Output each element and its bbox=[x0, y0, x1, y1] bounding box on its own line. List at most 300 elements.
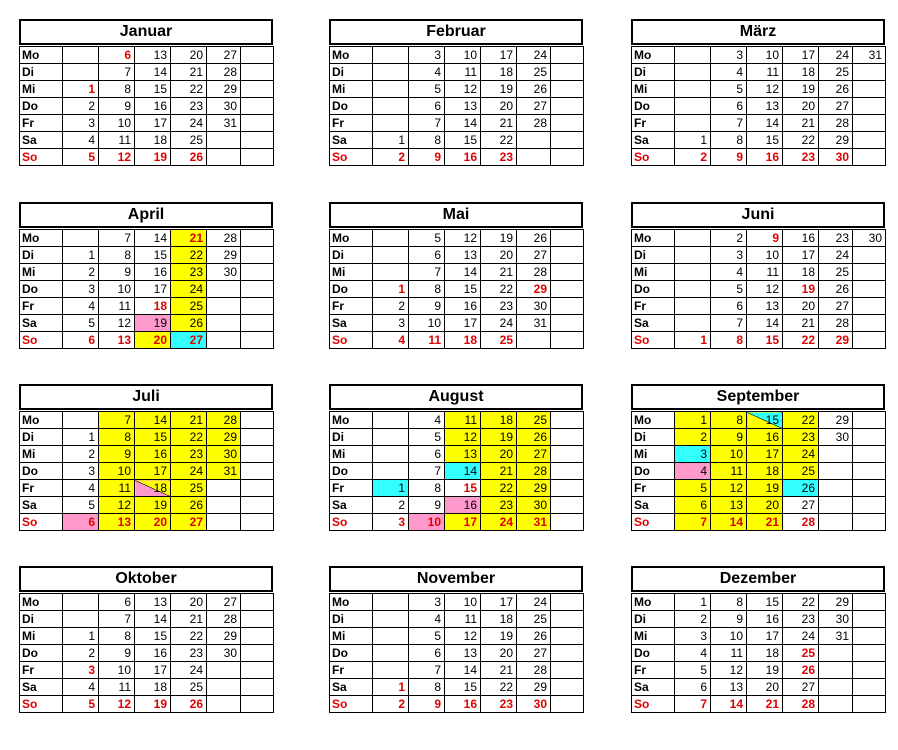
day-cell: 8 bbox=[409, 132, 445, 149]
day-cell bbox=[853, 315, 886, 332]
day-cell: 18 bbox=[481, 412, 517, 429]
day-cell bbox=[241, 247, 274, 264]
day-cell: 9 bbox=[99, 446, 135, 463]
week-row bbox=[632, 264, 886, 281]
day-cell: 5 bbox=[63, 149, 99, 166]
day-cell: 19 bbox=[135, 315, 171, 332]
day-cell: 11 bbox=[445, 64, 481, 81]
month-grid bbox=[329, 411, 584, 531]
day-cell: 21 bbox=[783, 315, 819, 332]
weekday-label: Sa bbox=[632, 497, 675, 514]
day-cell: 24 bbox=[481, 514, 517, 531]
day-cell: 16 bbox=[445, 497, 481, 514]
day-cell bbox=[517, 149, 551, 166]
day-cell: 28 bbox=[517, 463, 551, 480]
week-row bbox=[330, 679, 584, 696]
day-cell: 5 bbox=[711, 81, 747, 98]
day-cell bbox=[853, 497, 886, 514]
weekday-label: Mi bbox=[330, 81, 373, 98]
day-cell: 24 bbox=[783, 446, 819, 463]
day-cell: 12 bbox=[747, 281, 783, 298]
week-row bbox=[632, 497, 886, 514]
weekday-label: Di bbox=[20, 429, 63, 446]
day-cell: 8 bbox=[409, 679, 445, 696]
day-cell: 20 bbox=[783, 98, 819, 115]
weekday-label: Do bbox=[330, 463, 373, 480]
weekday-label: Sa bbox=[20, 315, 63, 332]
week-row bbox=[632, 645, 886, 662]
weekday-label: Do bbox=[20, 281, 63, 298]
month-title: März bbox=[631, 19, 885, 45]
day-cell: 26 bbox=[171, 696, 207, 713]
week-row bbox=[20, 264, 274, 281]
day-cell: 28 bbox=[207, 412, 241, 429]
day-cell: 15 bbox=[135, 247, 171, 264]
day-cell: 22 bbox=[171, 247, 207, 264]
week-row bbox=[330, 98, 584, 115]
weekday-label: Mo bbox=[330, 47, 373, 64]
day-cell: 29 bbox=[819, 594, 853, 611]
day-cell: 24 bbox=[481, 315, 517, 332]
day-cell bbox=[63, 64, 99, 81]
day-cell bbox=[373, 115, 409, 132]
weekday-label: So bbox=[20, 332, 63, 349]
day-cell bbox=[819, 696, 853, 713]
week-row bbox=[632, 230, 886, 247]
day-cell: 29 bbox=[819, 132, 853, 149]
day-cell: 1 bbox=[373, 480, 409, 497]
day-cell bbox=[551, 98, 584, 115]
month-title: Juli bbox=[19, 384, 273, 410]
week-row bbox=[632, 480, 886, 497]
day-cell: 26 bbox=[517, 628, 551, 645]
day-cell: 26 bbox=[171, 149, 207, 166]
day-cell: 28 bbox=[207, 64, 241, 81]
weekday-label: So bbox=[330, 514, 373, 531]
day-cell: 16 bbox=[135, 645, 171, 662]
day-cell: 13 bbox=[99, 514, 135, 531]
day-cell bbox=[63, 594, 99, 611]
week-row bbox=[20, 662, 274, 679]
weekday-label: Mi bbox=[20, 81, 63, 98]
day-cell: 9 bbox=[409, 149, 445, 166]
day-cell: 6 bbox=[409, 645, 445, 662]
day-cell: 31 bbox=[819, 628, 853, 645]
day-cell: 16 bbox=[135, 264, 171, 281]
day-cell: 31 bbox=[517, 315, 551, 332]
day-cell: 30 bbox=[819, 611, 853, 628]
day-cell: 31 bbox=[207, 463, 241, 480]
day-cell bbox=[819, 679, 853, 696]
day-cell: 1 bbox=[675, 132, 711, 149]
day-cell: 15 bbox=[747, 594, 783, 611]
month-grid bbox=[329, 46, 584, 166]
weekday-label: Do bbox=[20, 463, 63, 480]
day-cell: 24 bbox=[171, 115, 207, 132]
day-cell bbox=[373, 64, 409, 81]
week-row bbox=[330, 480, 584, 497]
day-cell: 7 bbox=[99, 611, 135, 628]
week-row bbox=[20, 332, 274, 349]
day-cell: 13 bbox=[445, 446, 481, 463]
month-title: Juni bbox=[631, 202, 885, 228]
day-cell bbox=[63, 230, 99, 247]
day-cell bbox=[551, 446, 584, 463]
day-cell: 15 bbox=[747, 332, 783, 349]
day-cell bbox=[551, 81, 584, 98]
day-cell: 27 bbox=[783, 497, 819, 514]
day-cell: 20 bbox=[481, 247, 517, 264]
week-row bbox=[632, 298, 886, 315]
weekday-label: Di bbox=[20, 611, 63, 628]
day-cell bbox=[241, 132, 274, 149]
day-cell: 23 bbox=[783, 149, 819, 166]
day-cell: 30 bbox=[819, 429, 853, 446]
day-cell: 12 bbox=[99, 696, 135, 713]
week-row bbox=[20, 429, 274, 446]
day-cell bbox=[551, 332, 584, 349]
day-cell: 1 bbox=[675, 594, 711, 611]
weekday-label: Sa bbox=[330, 497, 373, 514]
day-cell bbox=[241, 315, 274, 332]
week-row bbox=[632, 679, 886, 696]
day-cell: 7 bbox=[99, 412, 135, 429]
weekday-label: Mi bbox=[632, 628, 675, 645]
day-cell: 1 bbox=[63, 247, 99, 264]
weekday-label: Fr bbox=[632, 115, 675, 132]
day-cell: 6 bbox=[409, 98, 445, 115]
weekday-label: Sa bbox=[632, 132, 675, 149]
day-cell: 5 bbox=[711, 281, 747, 298]
day-cell: 10 bbox=[747, 247, 783, 264]
month-title: Mai bbox=[329, 202, 583, 228]
weekday-label: Di bbox=[330, 64, 373, 81]
day-cell: 3 bbox=[373, 514, 409, 531]
week-row bbox=[632, 115, 886, 132]
day-cell: 27 bbox=[207, 594, 241, 611]
weekday-label: Mi bbox=[20, 628, 63, 645]
day-cell: 21 bbox=[481, 264, 517, 281]
day-cell bbox=[551, 149, 584, 166]
day-cell: 4 bbox=[63, 132, 99, 149]
weekday-label: Di bbox=[20, 64, 63, 81]
day-cell bbox=[373, 98, 409, 115]
week-row bbox=[20, 412, 274, 429]
day-cell: 29 bbox=[207, 628, 241, 645]
day-cell: 27 bbox=[819, 98, 853, 115]
day-cell: 8 bbox=[711, 594, 747, 611]
day-cell: 10 bbox=[99, 281, 135, 298]
day-cell bbox=[551, 594, 584, 611]
day-cell: 13 bbox=[747, 298, 783, 315]
day-cell: 2 bbox=[63, 645, 99, 662]
day-cell bbox=[853, 332, 886, 349]
day-cell: 27 bbox=[171, 332, 207, 349]
day-cell bbox=[675, 81, 711, 98]
day-cell: 3 bbox=[675, 628, 711, 645]
day-cell: 1 bbox=[373, 679, 409, 696]
day-cell: 25 bbox=[171, 132, 207, 149]
day-cell bbox=[551, 463, 584, 480]
day-cell bbox=[819, 497, 853, 514]
weekday-label: Sa bbox=[20, 497, 63, 514]
day-cell: 12 bbox=[99, 497, 135, 514]
day-cell: 14 bbox=[747, 115, 783, 132]
day-cell: 16 bbox=[747, 149, 783, 166]
weekday-label: Sa bbox=[632, 679, 675, 696]
day-cell: 18 bbox=[135, 679, 171, 696]
day-cell: 13 bbox=[445, 247, 481, 264]
weekday-label: Fr bbox=[20, 480, 63, 497]
month-juli bbox=[19, 384, 273, 531]
day-cell: 13 bbox=[445, 645, 481, 662]
day-cell: 23 bbox=[481, 149, 517, 166]
weekday-label: Di bbox=[632, 64, 675, 81]
day-cell bbox=[373, 264, 409, 281]
day-cell: 24 bbox=[819, 47, 853, 64]
day-cell: 24 bbox=[819, 247, 853, 264]
weekday-label: Sa bbox=[632, 315, 675, 332]
day-cell bbox=[819, 514, 853, 531]
day-cell bbox=[241, 81, 274, 98]
weekday-label: Sa bbox=[330, 315, 373, 332]
day-cell: 12 bbox=[711, 662, 747, 679]
day-cell: 4 bbox=[409, 611, 445, 628]
day-cell bbox=[241, 645, 274, 662]
month-grid bbox=[19, 46, 274, 166]
day-cell: 21 bbox=[481, 463, 517, 480]
weekday-label: Do bbox=[330, 645, 373, 662]
week-row bbox=[330, 47, 584, 64]
weekday-label: Mi bbox=[20, 264, 63, 281]
day-cell: 18 bbox=[135, 132, 171, 149]
day-cell: 26 bbox=[517, 81, 551, 98]
day-cell: 2 bbox=[711, 230, 747, 247]
day-cell: 10 bbox=[99, 662, 135, 679]
weekday-label: Do bbox=[632, 463, 675, 480]
weekday-label: Mi bbox=[330, 264, 373, 281]
month-januar bbox=[19, 19, 273, 166]
day-cell: 19 bbox=[481, 628, 517, 645]
week-row bbox=[20, 628, 274, 645]
weekday-label: Fr bbox=[632, 298, 675, 315]
day-cell bbox=[207, 298, 241, 315]
day-cell bbox=[207, 315, 241, 332]
day-cell: 24 bbox=[517, 594, 551, 611]
day-cell: 2 bbox=[373, 497, 409, 514]
day-cell: 30 bbox=[207, 645, 241, 662]
day-cell: 18 bbox=[783, 64, 819, 81]
weekday-label: Mo bbox=[330, 594, 373, 611]
day-cell bbox=[241, 696, 274, 713]
day-cell: 7 bbox=[409, 264, 445, 281]
day-cell: 17 bbox=[783, 247, 819, 264]
day-cell: 18 bbox=[747, 463, 783, 480]
day-cell: 21 bbox=[171, 64, 207, 81]
day-cell: 19 bbox=[135, 696, 171, 713]
week-row bbox=[330, 412, 584, 429]
day-cell: 10 bbox=[711, 628, 747, 645]
day-cell: 14 bbox=[135, 230, 171, 247]
day-cell: 2 bbox=[675, 611, 711, 628]
day-cell: 31 bbox=[517, 514, 551, 531]
day-cell bbox=[551, 412, 584, 429]
day-cell: 25 bbox=[171, 480, 207, 497]
weekday-label: Mi bbox=[632, 264, 675, 281]
day-cell: 27 bbox=[783, 679, 819, 696]
day-cell: 25 bbox=[517, 611, 551, 628]
month-mai bbox=[329, 202, 583, 349]
day-cell bbox=[853, 611, 886, 628]
week-row bbox=[20, 98, 274, 115]
day-cell: 8 bbox=[99, 429, 135, 446]
weekday-label: Sa bbox=[330, 679, 373, 696]
day-cell: 25 bbox=[481, 332, 517, 349]
day-cell: 21 bbox=[747, 696, 783, 713]
day-cell: 15 bbox=[445, 281, 481, 298]
weekday-label: Do bbox=[632, 281, 675, 298]
day-cell bbox=[207, 281, 241, 298]
week-row bbox=[632, 662, 886, 679]
day-cell bbox=[207, 149, 241, 166]
weekday-label: Mo bbox=[20, 230, 63, 247]
day-cell bbox=[241, 497, 274, 514]
weekday-label: So bbox=[632, 332, 675, 349]
week-row bbox=[330, 497, 584, 514]
day-cell: 5 bbox=[409, 429, 445, 446]
month-title: Januar bbox=[19, 19, 273, 45]
day-cell: 16 bbox=[135, 446, 171, 463]
day-cell: 21 bbox=[747, 514, 783, 531]
day-cell: 14 bbox=[711, 514, 747, 531]
day-cell bbox=[853, 98, 886, 115]
day-cell: 23 bbox=[171, 645, 207, 662]
month-grid bbox=[19, 229, 274, 349]
day-cell bbox=[517, 132, 551, 149]
day-cell: 20 bbox=[783, 298, 819, 315]
day-cell: 17 bbox=[445, 514, 481, 531]
day-cell: 25 bbox=[783, 463, 819, 480]
day-cell: 4 bbox=[711, 264, 747, 281]
day-cell: 21 bbox=[171, 412, 207, 429]
month-grid bbox=[19, 411, 274, 531]
day-cell bbox=[373, 412, 409, 429]
week-row bbox=[330, 594, 584, 611]
day-cell: 8 bbox=[409, 480, 445, 497]
day-cell bbox=[853, 645, 886, 662]
month-title: November bbox=[329, 566, 583, 592]
day-cell: 2 bbox=[373, 696, 409, 713]
weekday-label: Mo bbox=[20, 594, 63, 611]
day-cell: 19 bbox=[747, 480, 783, 497]
day-cell: 9 bbox=[711, 611, 747, 628]
day-cell: 19 bbox=[481, 81, 517, 98]
weekday-label: So bbox=[20, 514, 63, 531]
day-cell bbox=[551, 696, 584, 713]
day-cell: 28 bbox=[517, 662, 551, 679]
weekday-label: So bbox=[632, 696, 675, 713]
month-maerz bbox=[631, 19, 885, 166]
day-cell: 30 bbox=[819, 149, 853, 166]
day-cell: 3 bbox=[409, 594, 445, 611]
day-cell: 7 bbox=[409, 115, 445, 132]
day-cell bbox=[819, 480, 853, 497]
day-cell: 6 bbox=[711, 298, 747, 315]
day-cell bbox=[207, 514, 241, 531]
day-cell: 9 bbox=[711, 429, 747, 446]
day-cell: 10 bbox=[711, 446, 747, 463]
day-cell: 14 bbox=[135, 611, 171, 628]
day-cell: 1 bbox=[63, 628, 99, 645]
week-row bbox=[20, 696, 274, 713]
day-cell: 17 bbox=[481, 47, 517, 64]
day-cell: 17 bbox=[747, 628, 783, 645]
week-row bbox=[330, 247, 584, 264]
week-row bbox=[20, 47, 274, 64]
day-cell bbox=[373, 594, 409, 611]
day-cell bbox=[853, 64, 886, 81]
day-cell bbox=[551, 628, 584, 645]
day-cell: 23 bbox=[171, 264, 207, 281]
week-row bbox=[632, 628, 886, 645]
day-cell: 21 bbox=[171, 611, 207, 628]
day-cell: 6 bbox=[675, 497, 711, 514]
day-cell: 22 bbox=[783, 132, 819, 149]
day-cell: 2 bbox=[373, 149, 409, 166]
week-row bbox=[330, 64, 584, 81]
day-cell: 10 bbox=[409, 514, 445, 531]
week-row bbox=[330, 429, 584, 446]
day-cell: 13 bbox=[711, 679, 747, 696]
week-row bbox=[20, 149, 274, 166]
month-dezember bbox=[631, 566, 885, 713]
day-cell bbox=[675, 115, 711, 132]
day-cell: 22 bbox=[783, 412, 819, 429]
day-cell: 22 bbox=[481, 281, 517, 298]
weekday-label: Do bbox=[330, 281, 373, 298]
day-cell: 19 bbox=[135, 149, 171, 166]
day-cell bbox=[675, 315, 711, 332]
day-cell: 21 bbox=[481, 115, 517, 132]
week-row bbox=[330, 662, 584, 679]
day-cell: 14 bbox=[135, 64, 171, 81]
day-cell bbox=[551, 645, 584, 662]
day-cell: 27 bbox=[171, 514, 207, 531]
day-cell bbox=[853, 247, 886, 264]
day-cell: 7 bbox=[711, 115, 747, 132]
weekday-label: Mo bbox=[330, 412, 373, 429]
month-november bbox=[329, 566, 583, 713]
month-august bbox=[329, 384, 583, 531]
day-cell: 27 bbox=[207, 47, 241, 64]
week-row bbox=[330, 315, 584, 332]
day-cell: 10 bbox=[445, 594, 481, 611]
day-cell bbox=[853, 429, 886, 446]
day-cell bbox=[241, 514, 274, 531]
week-row bbox=[632, 446, 886, 463]
day-cell: 29 bbox=[207, 247, 241, 264]
week-row bbox=[632, 429, 886, 446]
day-cell: 15 bbox=[747, 412, 783, 429]
week-row bbox=[632, 81, 886, 98]
week-row bbox=[20, 446, 274, 463]
day-cell: 4 bbox=[711, 64, 747, 81]
day-cell: 18 bbox=[445, 332, 481, 349]
day-cell bbox=[241, 594, 274, 611]
month-grid bbox=[329, 593, 584, 713]
day-cell: 13 bbox=[445, 98, 481, 115]
day-cell bbox=[241, 264, 274, 281]
